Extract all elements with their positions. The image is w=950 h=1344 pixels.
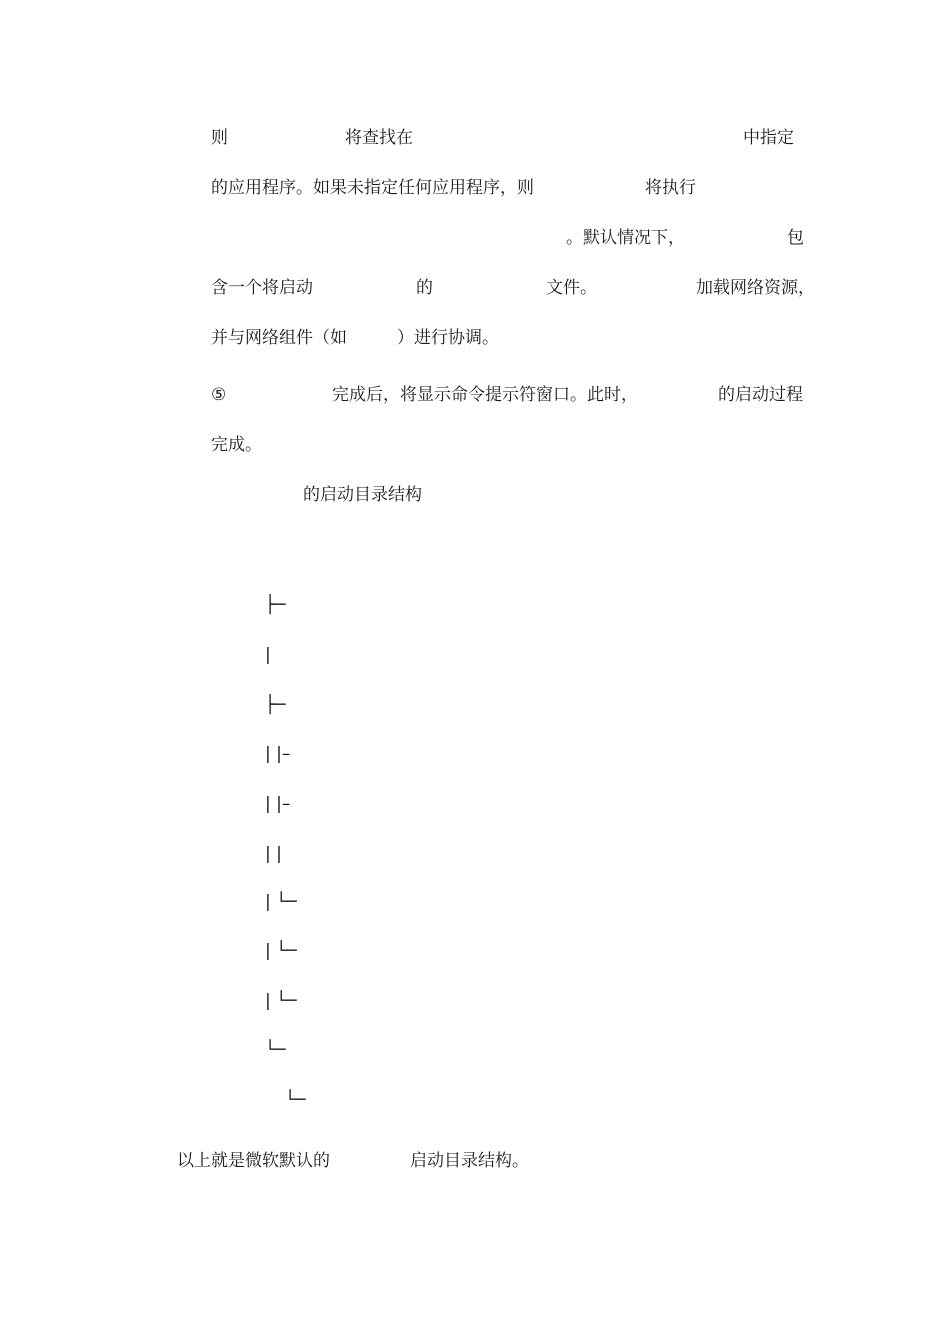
tree-row-3: ├─ <box>265 695 286 715</box>
p2-line1-bullet: ⑤ <box>211 385 227 405</box>
tree-row-11: └─ <box>285 1090 306 1110</box>
tree-row-8: | └─ <box>265 941 297 961</box>
p1-line5-part1: 并与网络组件（如 <box>211 328 347 348</box>
p1-line5-part2: ）进行协调。 <box>397 328 499 348</box>
p1-line4-part1: 含一个将启动 <box>211 278 313 298</box>
p1-line4-part4: 加载网络资源， <box>696 278 815 298</box>
p2-line2: 完成。 <box>211 435 262 455</box>
p2-line1-part2: 完成后，将显示命令提示符窗口。此时， <box>332 385 638 405</box>
tree-row-9: | └─ <box>265 991 297 1011</box>
p1-line1-part1: 则 <box>211 128 228 148</box>
p1-line3-part2: 包 <box>787 228 804 248</box>
p1-line4-part2: 的 <box>416 278 433 298</box>
p1-line1-part3: 中指定 <box>743 128 794 148</box>
p1-line1-part2: 将查找在 <box>345 128 413 148</box>
p1-line2-part1: 的应用程序。如果未指定任何应用程序，则 <box>211 178 534 198</box>
p1-line2-part2: 将执行 <box>645 178 696 198</box>
tree-row-1: ├─ <box>265 595 286 615</box>
section-heading: 的启动目录结构 <box>303 485 422 505</box>
closing-part2: 启动目录结构。 <box>410 1151 529 1171</box>
closing-part1: 以上就是微软默认的 <box>177 1151 330 1171</box>
tree-row-2: | <box>265 645 271 665</box>
p1-line4-part3: 文件。 <box>546 278 597 298</box>
tree-row-5: | |– <box>265 794 291 814</box>
p1-line3-part1: 。默认情况下， <box>566 228 685 248</box>
tree-row-10: └─ <box>265 1040 286 1060</box>
tree-row-7: | └─ <box>265 892 297 912</box>
p2-line1-part3: 的启动过程 <box>718 385 803 405</box>
tree-row-6: | | <box>265 844 282 864</box>
tree-row-4: | |– <box>265 744 291 764</box>
